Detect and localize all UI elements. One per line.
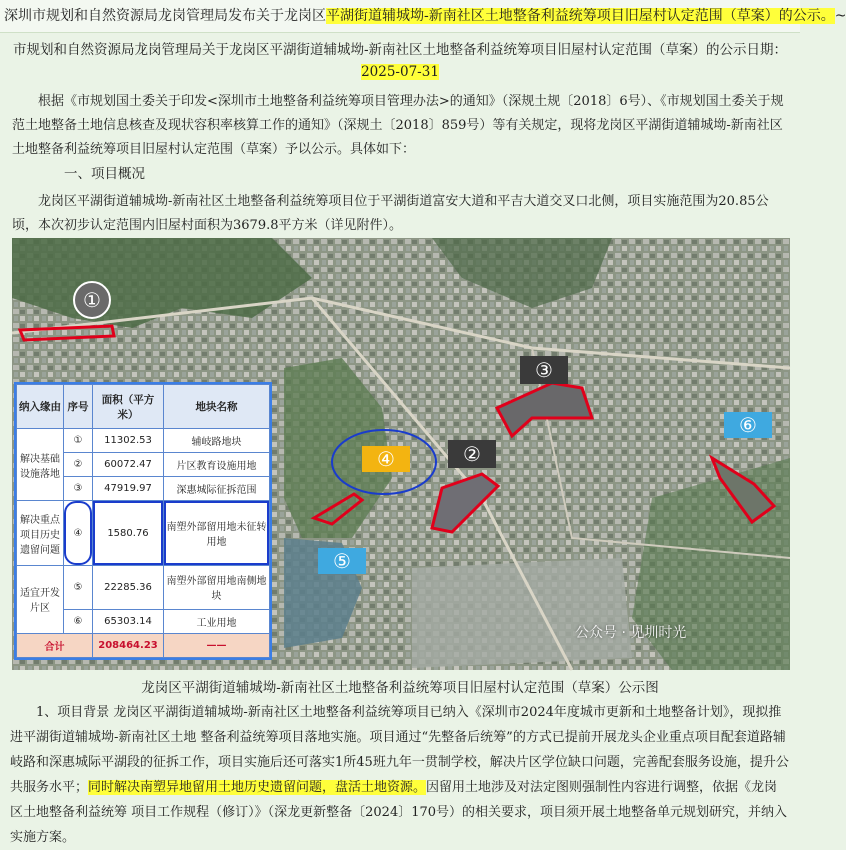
group-label: 解决重点项目历史遗留问题	[17, 501, 64, 565]
group-label: 解决基础设施落地	[17, 429, 64, 501]
marker-1-label: ①	[83, 288, 101, 312]
section-heading: 一、项目概况	[64, 166, 145, 182]
row-name: 辅岐路地块	[164, 429, 270, 453]
marker-4-label: ④	[377, 447, 395, 471]
row-no: ⑥	[64, 609, 93, 633]
row-name: 南塑外部留用地南侧地块	[164, 565, 270, 609]
table-row	[17, 501, 270, 565]
total-label: 合计	[17, 633, 93, 657]
row-area: 47919.97	[93, 477, 164, 501]
row-no: ⑤	[64, 565, 93, 609]
wechat-watermark: 公众号 · 见圳时光	[575, 625, 687, 641]
row-name: 深惠城际征拆范围	[164, 477, 270, 501]
header-lead: 深圳市规划和自然资源局龙岗管理局发布关于龙岗区	[4, 8, 326, 24]
row-no: ④	[64, 501, 93, 565]
row-name: 片区教育设施用地	[164, 453, 270, 477]
background-paragraph	[10, 700, 790, 850]
col-name: 地块名称	[164, 385, 270, 429]
marker-5-label: ⑤	[333, 549, 351, 573]
table-row	[17, 565, 270, 609]
row-no: ②	[64, 453, 93, 477]
marker-2-label: ②	[463, 442, 481, 466]
row-area: 1580.76	[93, 501, 164, 565]
notice-date: 2025-07-31	[361, 64, 439, 80]
table-total-row	[17, 633, 270, 657]
row-area: 11302.53	[93, 429, 164, 453]
row-no: ①	[64, 429, 93, 453]
total-value: 208464.23	[93, 633, 164, 657]
col-area: 面积（平方米）	[93, 385, 164, 429]
group-label: 适宜开发片区	[17, 565, 64, 633]
row-name: 工业用地	[164, 609, 270, 633]
notice-title: 市规划和自然资源局龙岗管理局关于龙岗区平湖街道辅城坳-新南社区土地整备利益统筹项目旧屋村认定范围（草案）的公示日期：	[12, 42, 788, 58]
basis-paragraph: 根据《市规划国土委关于印发<深圳市土地整备利益统筹项目管理办法>的通知》（深规土规〔2018〕6号）、《市规划国土委关于规范土地整备土地信息核查及现状容积率核算工作的通知》（深规土〔2018〕859号）等有关规定，现将龙岗区平湖街道辅城坳-新南社区土地整备利益统筹项目旧屋村认定范围（草案）予以公示。具体如下：	[12, 94, 784, 157]
col-reason: 纳入缘由	[17, 385, 64, 429]
row-area: 65303.14	[93, 609, 164, 633]
row-no: ③	[64, 477, 93, 501]
marker-3-label: ③	[535, 358, 553, 382]
header-tail: ~	[834, 8, 846, 24]
row-area: 60072.47	[93, 453, 164, 477]
row-name: 南塑外部留用地未征转用地	[164, 501, 270, 565]
table-row	[17, 429, 270, 453]
background-text: 1、项目背景 龙岗区平湖街道辅城坳-新南社区土地整备利益统筹项目已纳入《深圳市2024年度城市更新和土地整备计划》，现拟推进平湖街道辅城坳-新南社区土地 整备利益统筹项目落地实施。项目通过“先整备后统筹”的方式已提前开展龙头企业重点项目配套道路辅岐路和深惠城际平湖段的征拆工作，项目实施后还可落实1所45班九年一贯制学校，解决片区学位缺口问题，完善配套服务设施，提升公共服务水平；	[10, 705, 789, 795]
notice-date-line	[0, 62, 800, 82]
marker-6-label: ⑥	[739, 413, 757, 437]
col-no: 序号	[64, 385, 93, 429]
table-header-row	[17, 385, 270, 429]
background-tail: 因留用土地涉及对法定图则强制性内容进行调整，依据《龙岗区土地整备利益统筹 项目工作规程（修订）》（深龙更新整备〔2024〕170号）的相关要求，项目须开展土地整备单元规划研究，并纳入实施方案。	[10, 780, 788, 845]
row-area: 22285.36	[93, 565, 164, 609]
total-name: ——	[164, 633, 270, 657]
map-caption: 龙岗区平湖街道辅城坳-新南社区土地整备利益统筹项目旧屋村认定范围（草案）公示图	[141, 680, 659, 696]
header-bar	[0, 0, 846, 33]
header-highlight: 平湖街道辅城坳-新南社区土地整备利益统筹项目旧屋村认定范围（草案）的公示。	[326, 8, 835, 24]
parcel-table	[14, 382, 272, 660]
overview-paragraph: 龙岗区平湖街道辅城坳-新南社区土地整备利益统筹项目位于平湖街道富安大道和平吉大道交叉口北侧，项目实施范围为20.85公顷，本次初步认定范围内旧屋村面积为3679.8平方米（详见附件）。	[12, 194, 769, 233]
background-highlight: 同时解决南塑异地留用土地历史遗留问题，盘活土地资源。	[88, 780, 427, 795]
